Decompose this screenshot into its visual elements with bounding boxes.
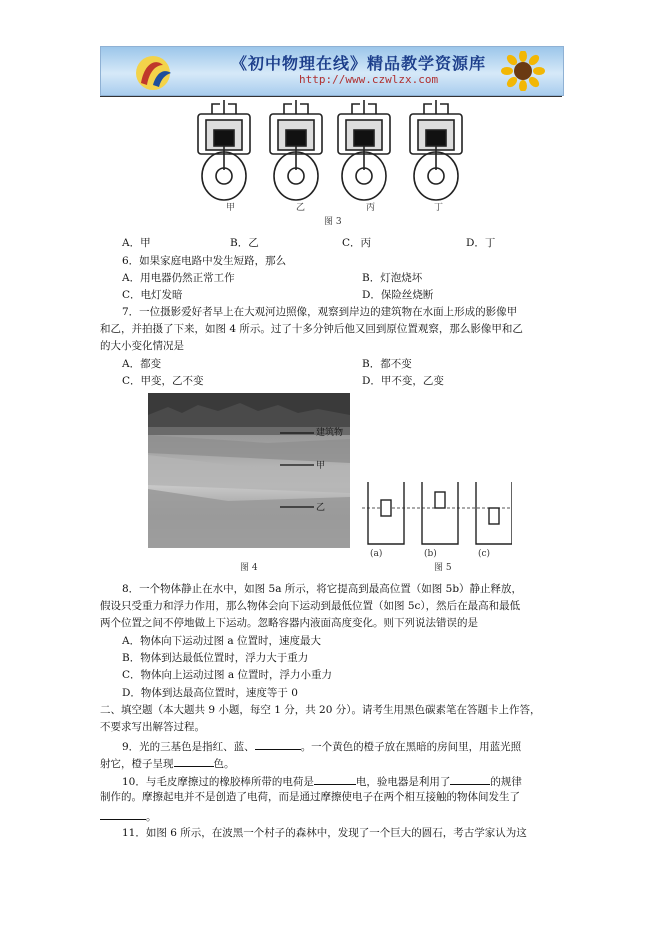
q9-text-2a: 射它，橙子呈现 — [100, 758, 174, 770]
q5-option-a: A．甲 — [122, 237, 151, 249]
figure-5-sublabel-c: (c) — [478, 549, 491, 559]
q7-option-a: A．都变 — [122, 358, 162, 370]
q8-line-2: 假设只受重力和浮力作用，那么物体会向下运动到最低位置（如图 5c），然后在最高和最低 — [100, 600, 521, 612]
q5-option-c: C．丙 — [342, 237, 372, 249]
figure-4-label-yi: 乙 — [316, 503, 326, 513]
q7-line-3: 的大小变化情况是 — [100, 340, 184, 352]
q5-option-d: D．丁 — [466, 237, 496, 249]
q10-text-3: 。 — [146, 811, 157, 823]
q8-option-a: A．物体向下运动过图 a 位置时，速度最大 — [122, 635, 322, 647]
q5-option-b: B．乙 — [230, 237, 259, 249]
q6-option-b: B．灯泡烧坏 — [362, 272, 423, 284]
q6-option-a: A．用电器仍然正常工作 — [122, 272, 235, 284]
q9-text-2b: 色。 — [213, 758, 235, 770]
q8-line-1: 8．一个物体静止在水中，如图 5a 所示，将它提高到最高位置（如图 5b）静止释放， — [122, 583, 523, 595]
figure-4-caption: 图 4 — [240, 563, 258, 573]
header-banner — [100, 46, 564, 96]
figure-4-label-jia: 甲 — [316, 461, 326, 471]
figure-3-caption: 图 3 — [324, 217, 342, 227]
q8-option-d: D．物体到达最高位置时，速度等于 0 — [122, 687, 298, 699]
q9-line-1 — [122, 738, 521, 754]
q10-text-1a: 10．与毛皮摩擦过的橡胶棒所带的电荷是 — [122, 776, 314, 788]
q7-option-b: B．都不变 — [362, 358, 412, 370]
q10-blank-2[interactable] — [450, 773, 490, 785]
q6-stem: 6．如果家庭电路中发生短路，那么 — [122, 255, 287, 267]
site-logo — [127, 53, 179, 91]
q7-option-d: D．甲不变，乙变 — [362, 375, 444, 387]
figure-3-label-ding: 丁 — [434, 203, 444, 213]
q10-blank-1[interactable] — [314, 773, 356, 785]
figure-4-label-building: 建筑物 — [316, 428, 344, 438]
figure-5-sublabel-b: (b) — [424, 549, 437, 559]
q9-text-1b: 。一个黄色的橙子放在黑暗的房间里，用蓝光照 — [300, 741, 522, 753]
q11-line-1: 11．如图 6 所示，在波黑一个村子的森林中，发现了一个巨大的圆石，考古学家认为这 — [122, 827, 527, 839]
q9-blank-2[interactable] — [174, 755, 214, 767]
q10-blank-3[interactable] — [100, 808, 146, 820]
q6-option-c: C．电灯发暗 — [122, 289, 183, 301]
q9-blank-1[interactable] — [255, 738, 301, 750]
q10-line-1 — [122, 773, 522, 789]
figure-5-caption: 图 5 — [434, 563, 452, 573]
site-url: http://www.czwlzx.com — [299, 73, 439, 86]
sunflower-icon — [501, 51, 545, 91]
q10-line-3 — [100, 808, 157, 824]
header-rule — [100, 96, 562, 97]
q6-option-d: D．保险丝烧断 — [362, 289, 434, 301]
q8-line-3: 两个位置之间不停地做上下运动。忽略容器内液面高度变化。则下列说法错误的是 — [100, 617, 478, 629]
site-title: 《初中物理在线》精品教学资源库 — [231, 54, 487, 73]
section-2-instruction: 不要求写出解答过程。 — [100, 721, 205, 733]
q7-line-1: 7．一位摄影爱好者早上在大观河边照像，观察到岸边的建筑物在水面上形成的影像甲 — [122, 306, 518, 318]
q7-line-2: 和乙，并拍摄了下来，如图 4 所示。过了十多分钟后他又回到原位置观察，那么影像甲和乙 — [100, 323, 523, 335]
figure-3-label-bing: 丙 — [366, 203, 376, 213]
q8-option-b: B．物体到达最低位置时，浮力大于重力 — [122, 652, 309, 664]
q8-option-c: C．物体向上运动过图 a 位置时，浮力小重力 — [122, 669, 332, 681]
q9-line-2 — [100, 755, 235, 771]
q9-text-1a: 9．光的三基色是指红、蓝、 — [122, 741, 255, 753]
q7-option-c: C．甲变，乙不变 — [122, 375, 204, 387]
section-2-heading: 二、填空题（本大题共 9 小题，每空 1 分，共 20 分）。请考生用黑色碳素笔在答题卡上作答， — [100, 704, 541, 716]
q10-text-1b: 电，验电器是利用了 — [355, 776, 451, 788]
q10-text-1c: 的规律 — [490, 776, 522, 788]
figure-3-label-jia: 甲 — [226, 203, 236, 213]
figure-3-label-yi: 乙 — [296, 203, 306, 213]
figure-5-sublabel-a: (a) — [370, 549, 383, 559]
figure-5-containers — [362, 478, 512, 556]
q10-line-2: 制作的。摩擦起电并不是创造了电荷，而是通过摩擦使电子在两个相互接触的物体间发生了 — [100, 791, 520, 803]
